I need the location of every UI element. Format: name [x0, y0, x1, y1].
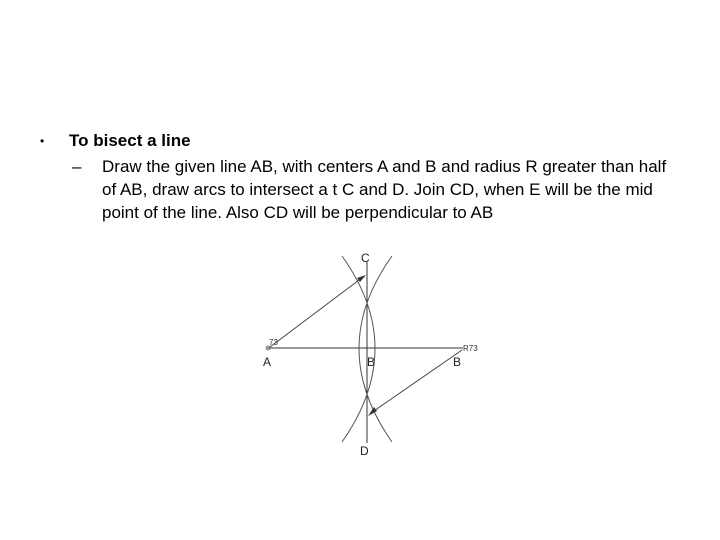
- bullet-marker: •: [40, 134, 45, 148]
- sub-bullet-text: Draw the given line AB, with centers A and B and radius R greater than half of AB, draw arcs to intersect a t C and D. Join CD, when E will be the mid point of the line. Also CD will be perpendicular to AB: [102, 157, 667, 222]
- label-b: B: [453, 355, 462, 369]
- label-a: A: [263, 355, 272, 369]
- radius-a-to-c: [270, 277, 363, 347]
- bisect-line-diagram: [250, 248, 500, 458]
- label-c: C: [361, 251, 370, 265]
- label-d: D: [360, 444, 369, 458]
- sub-bullet-marker: –: [72, 157, 82, 176]
- radius-b-to-d: [371, 350, 462, 413]
- label-midpoint: B: [367, 355, 376, 369]
- radius-label-a: 73: [269, 338, 278, 347]
- radius-label-b: R73: [463, 344, 478, 353]
- bullet-item: [40, 131, 191, 151]
- sub-bullet-item: [72, 155, 682, 224]
- bullet-title: To bisect a line: [69, 131, 191, 150]
- diagram-svg: [250, 248, 500, 458]
